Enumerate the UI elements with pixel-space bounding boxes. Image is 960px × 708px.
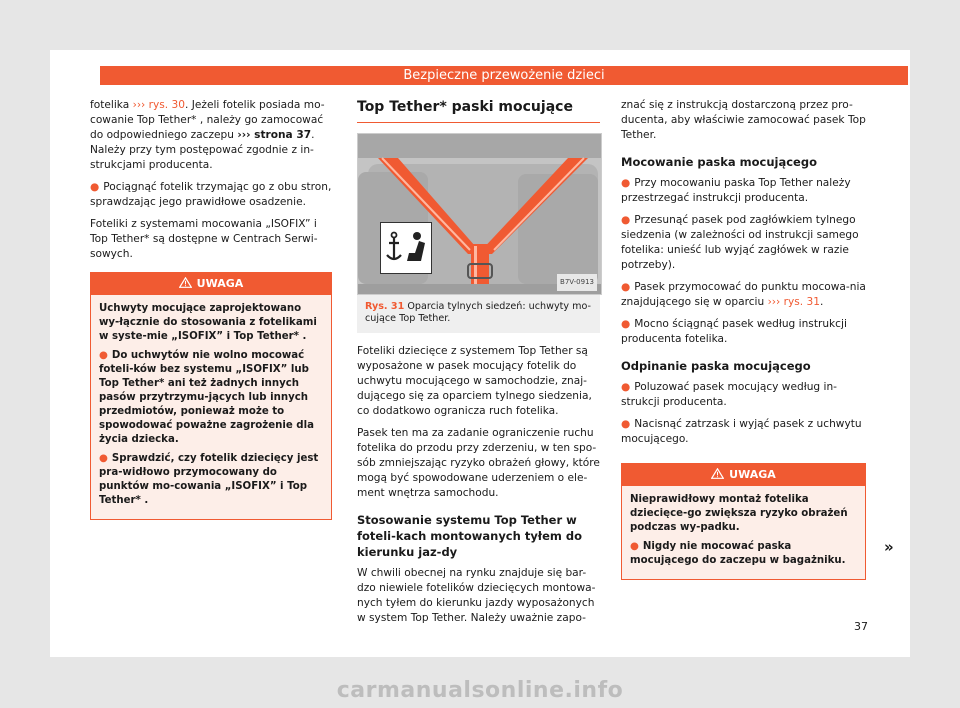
paragraph: fotelika ››› rys. 30. Jeżeli fotelik posiada mo-cowanie Top Tether* , należy go zamocować do odpowiedniego zaczepu ››› strona 37. Należy przy tym postępować zgodnie z in-strukcjami producenta. xyxy=(90,99,325,171)
page-link[interactable]: ››› strona 37 xyxy=(237,129,312,141)
isofix-label xyxy=(380,222,432,274)
bullet-item: ● Mocno ściągnąć pasek według instrukcji producenta fotelika. xyxy=(621,318,847,345)
paragraph: W chwili obecnej na rynku znajduje się bar-dzo niewiele fotelików dziecięcych montowa-nych tyłem do kierunku jazdy wyposażonych w system Top Tether. Należy uważnie zapo- xyxy=(357,567,596,624)
figure-link[interactable]: ››› rys. 31 xyxy=(767,296,820,308)
bullet-icon: ● xyxy=(99,350,108,361)
bullet-icon: ● xyxy=(621,381,631,393)
paragraph: Foteliki z systemami mocowania „ISOFIX” i Top Tether* są dostępne w Centrach Serwi-sowych. xyxy=(90,218,318,260)
bullet-item: ● Pasek przymocować do punktu mocowa-nia znajdującego się w oparciu ››› rys. 31. xyxy=(621,281,866,308)
bullet-item: ● Nacisnąć zatrzask i wyjąć pasek z uchwytu mocującego. xyxy=(621,418,862,445)
warning-item: ● Sprawdzić, czy fotelik dziecięcy jest pra-widłowo przymocowany do punktów mo-cowania „ISOFIX” i Top Tether* . xyxy=(99,453,319,506)
subheading: Odpinanie paska mocującego xyxy=(621,359,811,373)
cross-ref-arrow: ››› xyxy=(132,99,146,111)
figure-rear-seat-tether xyxy=(357,133,602,295)
figure-caption: Rys. 31 Oparcia tylnych siedzeń: uchwyty mo-cujące Top Tether. xyxy=(357,295,600,333)
warning-intro: Uchwyty mocujące zaprojektowano wy-łącznie do stosowania z fotelikami w syste-mie „ISOFIX” i Top Tether* . xyxy=(99,303,317,342)
column-3 xyxy=(621,98,866,580)
warning-item: ● Nigdy nie mocować paska mocującego do zaczepu w bagażniku. xyxy=(630,541,846,566)
warning-intro: Nieprawidłowy montaż fotelika dziecięce-go zwiększa ryzyko obrażeń podczas wy-padku. xyxy=(630,494,848,533)
column-1 xyxy=(90,98,332,520)
subheading: Stosowanie systemu Top Tether w foteli-kach montowanych tyłem do kierunku jaz-dy xyxy=(357,513,582,559)
continue-arrow-icon: » xyxy=(884,538,894,556)
bullet-item: ● Przesunąć pasek pod zagłówkiem tylnego siedzenia (w zależności od instrukcji samego fotelika: unieść lub wyjąć zagłówek w razie potrzeby). xyxy=(621,214,859,271)
paragraph: Foteliki dziecięce z systemem Top Tether są wyposażone w pasek mocujący fotelik do uchwytu mocującego w samochodzie, znaj-dującego się za oparciem tylnego siedzenia, co dodatkowo ogranicza ruch fotelika. xyxy=(357,345,592,417)
warning-body xyxy=(622,486,865,579)
figure-link[interactable]: rys. 30 xyxy=(145,99,186,111)
figure-code: B7V-0913 xyxy=(557,274,597,291)
bullet-item: ● Poluzować pasek mocujący według in-strukcji producenta. xyxy=(621,381,837,408)
warning-triangle-icon xyxy=(179,277,192,288)
page-header: Bezpieczne przewożenie dzieci xyxy=(100,66,908,85)
bullet-icon: ● xyxy=(621,214,631,226)
warning-body xyxy=(91,295,331,519)
warning-box xyxy=(621,463,866,580)
warning-triangle-icon xyxy=(711,468,724,479)
watermark: carmanualsonline.info xyxy=(336,678,624,703)
section-title: Top Tether* paski mocujące xyxy=(357,98,600,123)
paragraph: znać się z instrukcją dostarczoną przez pro-ducenta, aby właściwie zamocować pasek Top Tether. xyxy=(621,99,866,141)
bullet-item: ● Pociągnąć fotelik trzymając go z obu stron, sprawdzając jego prawidłowe osadzenie. xyxy=(90,181,332,208)
page-number: 37 xyxy=(854,620,868,633)
subheading: Mocowanie paska mocującego xyxy=(621,155,817,169)
bullet-icon: ● xyxy=(621,318,631,330)
warning-header: UWAGA xyxy=(622,464,865,486)
bullet-icon: ● xyxy=(621,418,631,430)
bullet-icon: ● xyxy=(90,181,100,193)
bullet-icon: ● xyxy=(621,281,631,293)
manual-page xyxy=(50,50,910,657)
warning-item: ● Do uchwytów nie wolno mocować foteli-ków bez systemu „ISOFIX” lub Top Tether* ani też żadnych innych pasów przytrzymu-jących lub innych przedmiotów, ponieważ może to spowodować poważne zagrożenie dla życia dziecka. xyxy=(99,350,314,445)
warning-header: UWAGA xyxy=(91,273,331,295)
bullet-item: ● Przy mocowaniu paska Top Tether należy przestrzegać instrukcji producenta. xyxy=(621,177,851,204)
bullet-icon: ● xyxy=(621,177,631,189)
bullet-icon: ● xyxy=(630,541,639,552)
anchor-child-seat-icon xyxy=(381,223,431,273)
warning-box xyxy=(90,272,332,520)
bullet-icon: ● xyxy=(99,453,108,464)
paragraph: Pasek ten ma za zadanie ograniczenie ruchu fotelika do przodu przy zderzeniu, w ten spo-sób zmniejszając ryzyko obrażeń głowy, które mogą być spowodowane uderzeniem o ele-ment wnętrza samochodu. xyxy=(357,427,600,499)
caption-label: Rys. 31 xyxy=(365,301,405,312)
column-2 xyxy=(357,98,600,633)
